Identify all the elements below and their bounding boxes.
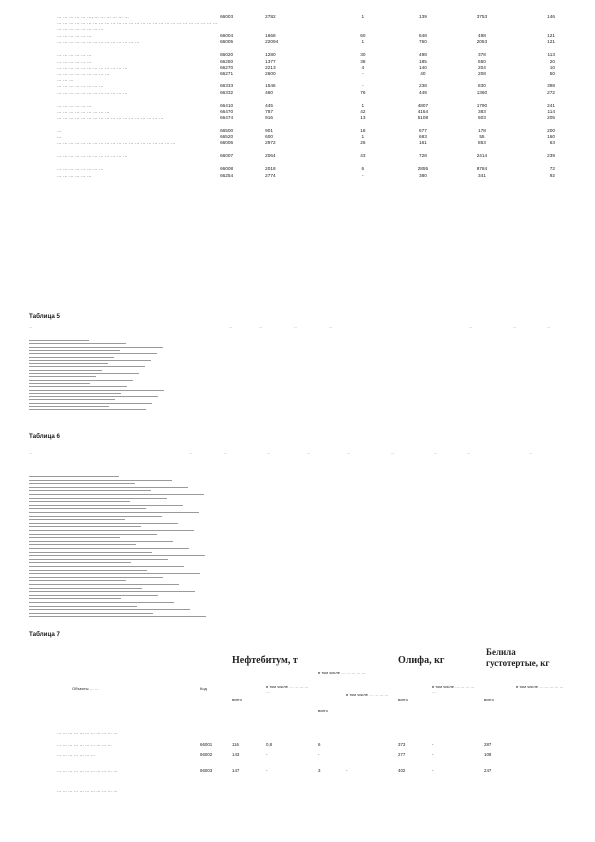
row-label-placeholder [29,552,152,553]
row-label-placeholder [29,570,147,571]
table-cell: 4164 [417,108,429,114]
row-label-placeholder [29,390,164,391]
table-cell [264,20,333,33]
sub-total-4: всего [484,697,494,702]
table-row [56,153,556,166]
table-cell: 1790 [476,102,488,108]
table-cell: 503 [478,115,486,121]
row-label-placeholder [29,588,142,589]
table-cell: 66270 [220,64,234,70]
table-cell: 2774 [265,172,276,178]
table-5-caption: Таблица 5 [29,313,60,320]
table-cell: 760 [419,39,427,45]
table-6 [29,446,569,621]
table-cell [393,20,453,33]
row-label-placeholder [29,357,114,358]
table-cell: 2782 [265,14,276,19]
table-cell: 139 [419,14,427,19]
col-header-object: Объекты … … [72,686,99,691]
table-cell: 66470 [220,108,234,114]
row-label-placeholder [29,476,119,477]
table-6-caption: Таблица 6 [29,433,60,440]
table-cell: 247 [484,768,492,773]
table-cell [511,20,556,33]
row-label-placeholder [29,519,125,520]
table-cell: 92 [549,172,555,178]
row-label-placeholder [29,537,120,538]
table-cell: … … … … … … … … [57,83,104,89]
table-cell: 1360 [476,89,488,95]
table-cell: … … … … … … … … … [57,71,110,77]
table-cell: 178 [478,128,486,134]
row-label-placeholder [29,613,153,614]
table-cell: … … … [57,77,74,83]
row-label-placeholder [29,606,137,607]
row-label-placeholder [29,383,90,384]
table-cell: 66004 [220,33,234,39]
table-cell: … … … … … … [57,102,92,108]
row-label-placeholder [29,360,151,361]
row-label: … … … … … … … [57,752,96,757]
row-label-placeholder [29,393,121,394]
row-label-placeholder [29,508,146,509]
table-cell: 76 [360,89,366,95]
column-header: … [434,451,438,455]
table-cell: 287 [484,742,492,747]
table-cell: 1546 [265,83,276,89]
column-header: … [259,325,263,329]
table-cell: 5108 [417,115,429,121]
table-cell: 121 [547,39,555,45]
table-cell: 113 [547,52,555,58]
table-cell: … … … … … … … … … … … … [57,64,128,70]
row-label-placeholder [29,363,108,364]
table-7-caption: Таблица 7 [29,631,60,638]
table-cell: 1280 [265,52,276,58]
table-cell: 40 [420,71,426,77]
table-cell: - [362,71,364,77]
column-header: … [224,451,228,455]
table-cell: 238 [419,83,427,89]
sub-a-2: в том числе … … … … … [318,670,366,675]
row-label-placeholder [29,526,141,527]
table-cell: 147 [232,768,240,773]
sub-a-1: в том числе … … … … … [266,684,309,694]
table-cell: 398 [547,83,555,89]
column-header: … [529,451,533,455]
table-cell: 108 [484,752,492,757]
table-cell: 38 [360,58,366,64]
table-cell: 204 [478,64,486,70]
sub-b-1: в том числе … … … … [346,692,389,697]
table-cell: 66003 [220,14,234,19]
table-cell: 60 [360,33,366,39]
table-cell: … … … … … … … … … … … … … … … … … … [57,115,164,121]
table-cell: … … … … … … … … … … … … … … … … … … … … … … … … … … … … … … … … … … … [57,20,218,32]
table-cell: 66254 [220,172,234,178]
table-cell: 6 [361,166,365,172]
table-cell: 460 [265,89,273,95]
table-cell: 18 [360,128,366,134]
table-cell: … … … … … … [57,52,92,58]
table-cell: … … … … … … … … … … … … … … … … … … … … [57,140,176,146]
row-label-placeholder [29,505,183,506]
table-cell: … … … … … … … … … … … … [57,89,128,95]
table-cell: … … … … … … [57,33,92,39]
row-label-placeholder [29,498,167,499]
table-cell: - [266,768,268,773]
row-label-placeholder [29,573,200,574]
table-cell [453,20,511,33]
row-label-placeholder [29,487,188,488]
row-label: … … … … … … … … … … [57,742,112,747]
table-cell: 1 [361,39,365,45]
table-cell: 160 [547,134,555,140]
table-cell: … … … … … … [57,58,92,64]
table-cell: 66005 [220,39,234,45]
row-label-placeholder [29,512,199,513]
table-cell: … … … … … … … … … … … … … … [57,39,140,45]
row-label-placeholder [29,376,96,377]
row-label-placeholder [29,566,184,567]
table-cell: 66474 [220,115,234,121]
sub-total-1: всего [232,697,242,702]
table-cell: 3753 [476,14,488,19]
table-cell: 66002 [200,752,213,757]
table-cell: 22094 [265,39,279,45]
row-label-placeholder [29,530,194,531]
row-label-placeholder [29,494,204,495]
row-label-placeholder [29,399,115,400]
row-label-placeholder [29,350,120,351]
row-label-placeholder [29,541,173,542]
table-cell: 787 [265,108,273,114]
table-row [56,90,556,103]
table-cell: 42 [360,108,366,114]
table-cell: 341 [478,172,486,178]
row-label-placeholder [29,580,126,581]
column-header: … [229,325,233,329]
table-4-continuation [56,14,556,179]
row-label-placeholder [29,403,152,404]
table-cell: 200 [547,128,555,134]
table-cell: 241 [547,102,555,108]
row-label-placeholder [29,555,205,556]
row-label-placeholder [29,534,157,535]
table-cell: … … … … … … … … … [57,108,110,114]
row-label-placeholder [29,409,146,410]
sub-a-3: в том числе … … … … … [432,684,475,694]
table-cell: 6 [318,742,321,747]
row-label-placeholder [29,480,172,481]
row-label-placeholder [29,548,189,549]
table-cell: 2972 [265,140,276,146]
column-header: … [329,325,333,329]
row-label-placeholder [29,380,133,381]
table-cell: - [362,172,364,178]
table-row [56,20,556,33]
table-cell: 272 [547,89,555,95]
col-header-code: Код [200,686,207,691]
table-cell: 30 [360,52,366,58]
column-header: … [469,325,473,329]
table-row [56,115,556,128]
row-label-placeholder [29,602,174,603]
table-cell: 10 [549,64,555,70]
table-cell: 600 [265,134,273,140]
row-label-placeholder [29,591,195,592]
column-header: … [294,325,298,329]
table-cell: 728 [419,153,427,159]
table-cell: 378 [478,52,486,58]
table-cell: 185 [419,58,427,64]
table-cell: 205 [547,115,555,121]
table-cell: 66520 [220,134,234,140]
table-cell: 916 [265,115,273,121]
table-cell: 1377 [265,58,276,64]
row-label-placeholder [29,373,139,374]
table-cell: 66250 [220,58,234,64]
sub-total-2: всего [318,708,328,713]
row-label-placeholder [29,406,109,407]
table-cell: 2018 [265,166,276,172]
table-cell: 853 [478,140,486,146]
column-header: … [391,451,395,455]
row-label-placeholder [29,490,151,491]
table-cell: 2414 [476,153,488,159]
table-cell: 208 [478,71,486,77]
table-cell: 901 [265,128,273,134]
sub-total-3: всего [398,697,408,702]
table-cell: … … … … … …, … … … … … … [57,14,129,19]
table-cell: 2213 [265,64,276,70]
table-cell: 66500 [220,128,234,134]
table-cell: - [432,752,434,757]
row-label-placeholder [29,584,179,585]
table-cell: 8784 [476,166,488,172]
table-cell: 0,8 [266,742,273,747]
table-cell: 114 [547,108,555,114]
group-header-belila: Белила густотертые, кг [486,647,550,668]
table-cell: 72 [549,166,555,172]
row-label-placeholder [29,353,157,354]
table-cell: - [346,768,348,773]
row-label-placeholder [29,616,206,617]
table-cell: 140 [419,64,427,70]
table-cell: 66008 [220,166,234,172]
group-header-bitumen: Нефтебитум, т [232,655,298,666]
table-cell: 55 [479,134,485,140]
table-cell: 683 [419,134,427,140]
table-cell: 66271 [220,71,234,77]
column-header: … [267,451,271,455]
table-cell: 373 [398,742,406,747]
row-label-placeholder [29,516,162,517]
table-cell: 66333 [220,83,234,89]
table-cell: - [362,83,364,89]
table-cell: 66003 [200,768,213,773]
table-cell: 4807 [417,102,429,108]
table-cell: 1 [361,14,365,19]
table-cell: … … … … … … [57,172,92,178]
table-cell: 143 [232,752,240,757]
table-cell: 66006 [220,140,234,146]
row-label-placeholder [29,347,163,348]
table-cell [333,20,393,33]
column-header: … [547,325,551,329]
table-cell: 50 [549,71,555,77]
table-cell: 3 [318,768,321,773]
row-label-placeholder [29,544,136,545]
table-cell: 2855 [417,166,429,172]
table-cell: 449 [419,89,427,95]
table-cell: 66332 [220,89,234,95]
column-header: … [307,451,311,455]
row-label-placeholder [29,366,145,367]
table-cell: 445 [265,102,273,108]
row-label-placeholder [29,396,158,397]
table-cell: … … … … … … … … … … … … [57,153,128,159]
table-cell: 13 [360,115,366,121]
column-header: … [347,451,351,455]
table-row [56,39,556,52]
row-label-placeholder [29,501,130,502]
column-header: … [29,451,33,455]
table-cell: 146 [547,14,555,19]
table-cell: 2053 [476,39,488,45]
row-label-placeholder [29,343,126,344]
table-cell: 2600 [265,71,276,77]
table-cell: 20 [549,58,555,64]
table-cell: - [432,742,434,747]
table-cell: 121 [547,33,555,39]
table-cell: 161 [419,140,427,146]
row-label-placeholder [29,340,89,341]
table-cell: 116 [232,742,239,747]
table-cell: 380 [419,172,427,178]
row-label-placeholder [29,559,168,560]
row-label-placeholder [29,577,163,578]
table-cell: 677 [419,128,427,134]
table-cell: - [318,752,320,757]
column-header: … [467,451,471,455]
table-cell: 4 [361,64,365,70]
table-cell: 277 [398,752,406,757]
row-label-placeholder [29,370,102,371]
row-label-placeholder [29,562,131,563]
table-cell: - [266,752,268,757]
table-cell: 1 [361,102,365,108]
row-label-placeholder [29,609,190,610]
table-row [56,140,556,153]
row-label: … … … … … … … … … … … [57,730,118,735]
table-cell: 383 [478,108,486,114]
column-header: … [189,451,193,455]
table-cell: 239 [547,153,555,159]
table-cell: 648 [419,33,427,39]
table-5 [29,326,569,416]
table-cell: … [57,128,62,134]
table-cell: 66007 [220,153,234,159]
table-row [56,173,556,179]
table-cell: 66020 [220,52,234,58]
table-cell: 2064 [265,153,276,159]
table-cell: 498 [478,33,486,39]
row-label-placeholder [29,595,158,596]
table-cell: 830 [478,83,486,89]
row-label: … … … … … … … … … … … [57,788,118,793]
table-cell: 402 [398,768,406,773]
table-cell: 1 [361,134,365,140]
table-cell: 43 [360,153,366,159]
table-cell: 550 [478,58,486,64]
column-header: … [29,325,33,329]
group-header-olifa: Олифа, кг [398,655,445,666]
column-header: … [513,325,517,329]
table-cell [219,20,264,33]
table-cell: - [432,768,434,773]
table-cell: 1668 [265,33,276,39]
table-cell: 498 [419,52,427,58]
table-cell: 26 [360,140,366,146]
row-label-placeholder [29,523,178,524]
table-cell: 63 [549,140,555,146]
row-label-placeholder [29,483,135,484]
table-cell: … [57,134,62,140]
table-cell: 66410 [220,102,234,108]
row-label: … … … … … … … … … … … [57,768,118,773]
table-cell: … … … … … … … … [57,166,104,172]
row-label-placeholder [29,386,127,387]
sub-a-4: в том числе … … … … … [516,684,564,689]
row-label-placeholder [29,598,121,599]
table-cell: 66001 [200,742,213,747]
